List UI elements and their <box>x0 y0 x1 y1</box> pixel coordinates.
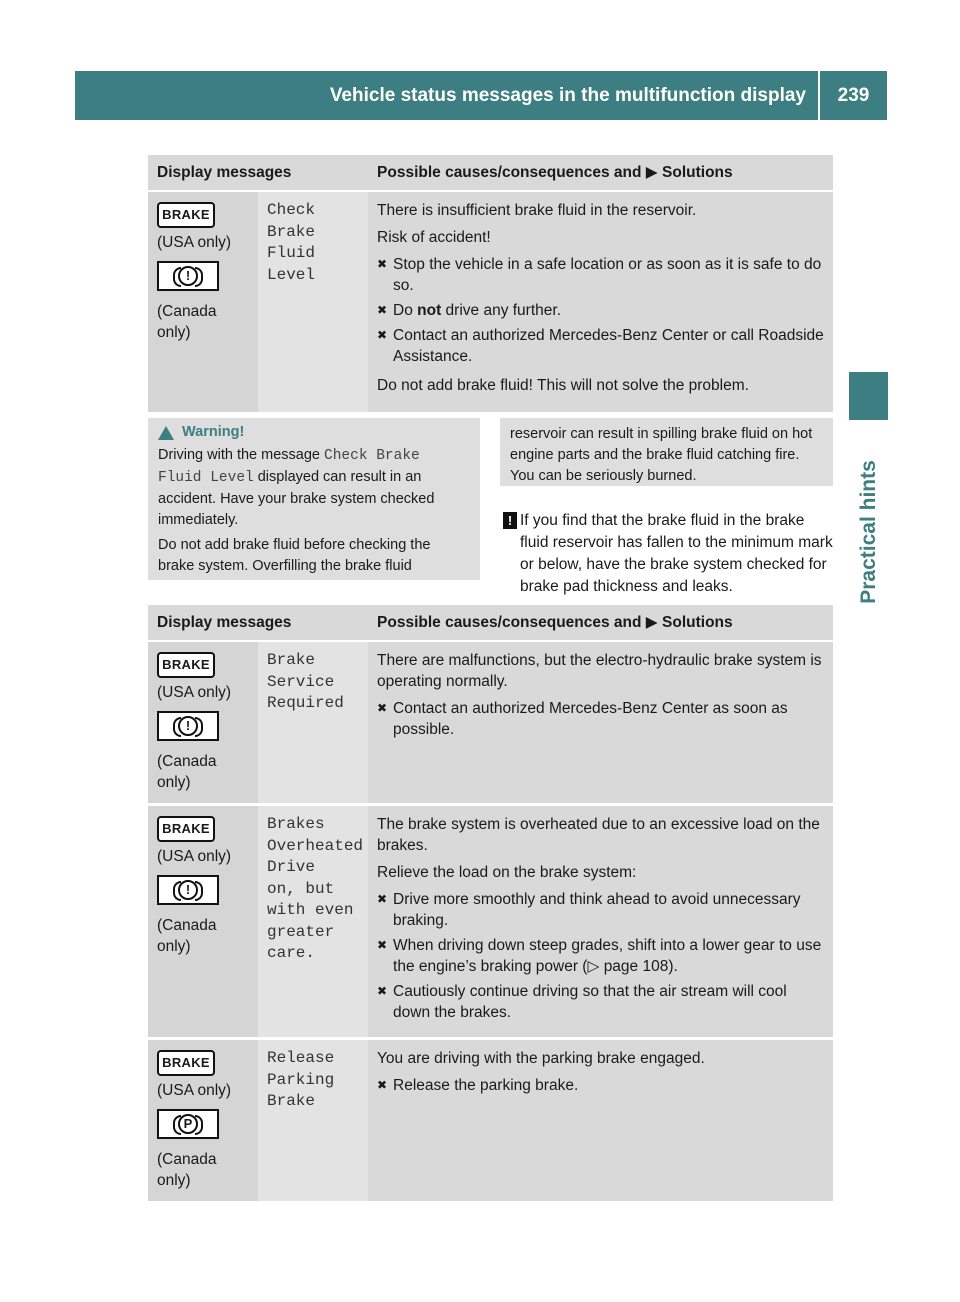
section-title: Vehicle status messages in the multifunction display <box>75 71 818 120</box>
usa-only-label: (USA only) <box>157 848 232 865</box>
message-cell <box>258 641 368 805</box>
step-arrow-icon: ✖ <box>377 328 388 342</box>
canada-only-label: (Canada only) <box>157 303 217 341</box>
cause-text: The brake system is overheated due to an excessive load on the brakes. <box>377 816 820 854</box>
brake-warning-icon: BRAKE <box>157 652 215 678</box>
exclamation-icon: ! <box>503 512 517 529</box>
parking-brake-icon: P <box>157 1109 219 1139</box>
step-arrow-icon: ✖ <box>377 984 388 998</box>
solution-step: ✖ Cautiously continue driving so that the air stream will cool down the brakes. <box>377 983 787 1021</box>
side-tab-marker <box>849 372 888 420</box>
step-arrow-icon: ✖ <box>377 1078 388 1092</box>
table-row <box>148 191 833 414</box>
solution-step: ✖ Stop the vehicle in a safe location or as soon as it is safe to do so. <box>377 256 822 294</box>
brake-warning-icon: BRAKE <box>157 202 215 228</box>
usa-only-label: (USA only) <box>157 1082 232 1099</box>
display-message: Check Brake Fluid Level <box>267 201 316 284</box>
col-header-display: Display messages <box>148 605 368 641</box>
caution-text: If you find that the brake fluid in the brake fluid reservoir has fallen to the minimum mark or below, have the brake system checked for brake pad thickness and leaks. <box>520 512 833 595</box>
warning-box-continued <box>500 418 833 486</box>
warning-title: Warning! <box>158 422 470 443</box>
canada-only-label: (Canada only) <box>157 1151 217 1189</box>
step-arrow-icon: ✖ <box>377 892 388 906</box>
usa-only-label: (USA only) <box>157 684 232 701</box>
display-message: Brakes Overheated Drive on, but with even greater care. <box>267 815 364 962</box>
cause-text: There is insufficient brake fluid in the reservoir. <box>377 202 697 219</box>
display-message: Release Parking Brake <box>267 1049 335 1110</box>
solution-step: ✖ Drive more smoothly and think ahead to avoid unnecessary braking. <box>377 891 801 929</box>
warning-continued-text: reservoir can result in spilling brake fluid on hot engine parts and the brake fluid catching fire. You can be seriously burned. <box>510 426 813 484</box>
message-cell <box>258 805 368 1039</box>
solution-step: ✖ Do not drive any further. <box>377 302 562 319</box>
usa-only-label: (USA only) <box>157 234 232 251</box>
icon-cell <box>148 641 258 805</box>
solution-step: ✖ Contact an authorized Mercedes-Benz Center as soon as possible. <box>377 700 788 738</box>
brake-circle-icon: ! <box>157 711 219 741</box>
col-header-display: Display messages <box>148 155 368 191</box>
table-header-row <box>148 155 833 191</box>
col-header-causes: Possible causes/consequences and ▶ Solutions <box>368 605 833 641</box>
step-arrow-icon: ✖ <box>377 701 388 715</box>
solution-step: ✖ Release the parking brake. <box>377 1077 579 1094</box>
instruction-text: Relieve the load on the brake system: <box>377 864 637 881</box>
brake-circle-icon: ! <box>157 261 219 291</box>
solution-cell <box>368 191 833 414</box>
warning-triangle-icon <box>158 426 174 440</box>
solution-cell <box>368 641 833 805</box>
brake-circle-icon: ! <box>157 875 219 905</box>
icon-cell <box>148 191 258 414</box>
display-message: Brake Service Required <box>267 651 344 712</box>
step-arrow-icon: ✖ <box>377 938 388 952</box>
status-table-2 <box>148 605 833 1204</box>
solution-cell <box>368 1039 833 1203</box>
warning-text: Driving with the message Check Brake Fluid Level displayed can result in an accident. Have your brake system checked immediately. <box>158 447 435 528</box>
warning-box <box>148 418 480 580</box>
solution-step: ✖ When driving down steep grades, shift into a lower gear to use the engine’s braking power (▷ page 108). <box>377 937 822 975</box>
table-row <box>148 805 833 1039</box>
step-arrow-icon: ✖ <box>377 303 388 317</box>
risk-text: Risk of accident! <box>377 229 491 246</box>
icon-cell <box>148 805 258 1039</box>
side-label-text: Practical hints <box>856 460 880 604</box>
note-text: Do not add brake fluid! This will not solve the problem. <box>377 377 749 394</box>
table-row <box>148 1039 833 1203</box>
table-header-row <box>148 605 833 641</box>
cause-text: You are driving with the parking brake engaged. <box>377 1050 705 1067</box>
cause-text: There are malfunctions, but the electro-hydraulic brake system is operating normally. <box>377 652 822 690</box>
canada-only-label: (Canada only) <box>157 753 217 791</box>
icon-cell <box>148 1039 258 1203</box>
col-header-causes: Possible causes/consequences and ▶ Solutions <box>368 155 833 191</box>
caution-note <box>500 510 834 598</box>
message-cell <box>258 191 368 414</box>
page-header <box>75 71 887 120</box>
side-label <box>849 422 888 642</box>
page-number: 239 <box>820 71 887 120</box>
brake-warning-icon: BRAKE <box>157 1050 215 1076</box>
message-cell <box>258 1039 368 1203</box>
warning-text-2: Do not add brake fluid before checking the brake system. Overfilling the brake fluid <box>158 537 431 574</box>
solution-step: ✖ Contact an authorized Mercedes-Benz Center or call Roadside Assistance. <box>377 327 824 365</box>
table-row <box>148 641 833 805</box>
brake-warning-icon: BRAKE <box>157 816 215 842</box>
canada-only-label: (Canada only) <box>157 917 217 955</box>
step-arrow-icon: ✖ <box>377 257 388 271</box>
solution-cell <box>368 805 833 1039</box>
status-table-1 <box>148 155 833 415</box>
